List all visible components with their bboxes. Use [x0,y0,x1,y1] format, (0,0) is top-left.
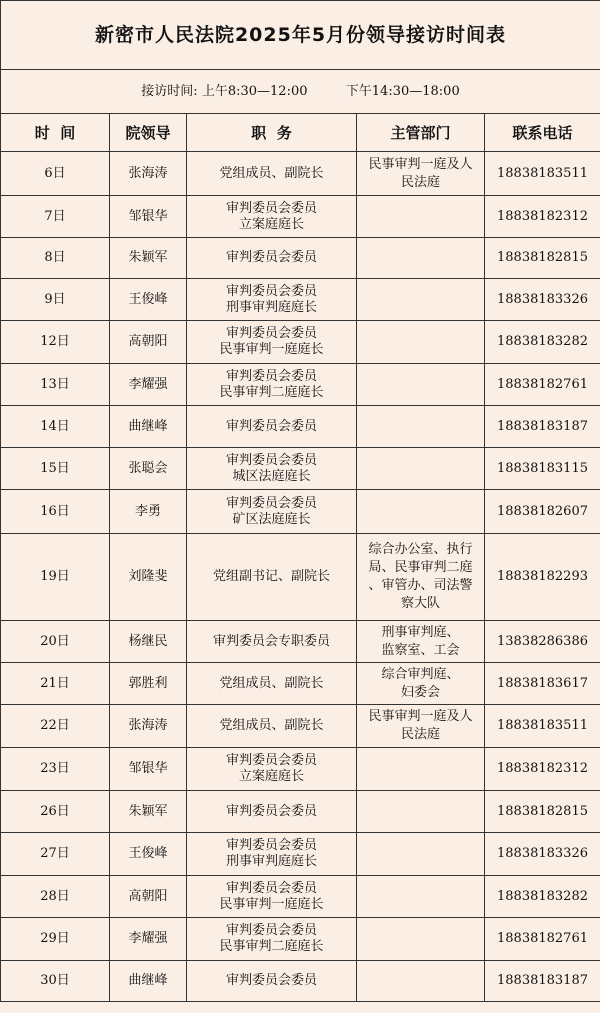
cell-position-line: 审判委员会委员 [225,452,317,468]
cell-date-line: 16日 [40,503,70,519]
cell-dept-line: 察大队 [400,596,440,611]
cell-date [1,534,110,621]
cell-leader-line: 高朝阳 [128,888,168,904]
cell-position [187,490,357,534]
cell-dept-line: 妇委会 [400,684,440,700]
table-row [1,791,600,833]
cell-position-line: 审判委员会委员 [225,283,317,299]
cell-dept [357,279,485,321]
cell-dept-line: 民法庭 [400,174,440,190]
cell-position [187,705,357,748]
cell-leader-line: 张聪会 [128,460,168,476]
cell-phone-line: 18838182293 [497,569,588,584]
cell-date [1,364,110,406]
cell-date-line: 20日 [40,633,70,649]
cell-dept-line: 综合办公室、执行 [368,542,473,557]
cell-position-line: 审判委员会委员 [225,838,317,853]
table-row [1,196,600,238]
cell-date-line: 14日 [40,418,70,434]
cell-date-line: 12日 [40,334,70,349]
cell-position-line: 刑事审判庭庭长 [225,299,317,315]
cell-date [1,490,110,534]
cell-dept-line: 局、民事审判二庭 [368,560,473,575]
cell-position [187,621,357,663]
cell-position [187,406,357,448]
cell-leader [110,490,187,534]
cell-date [1,321,110,364]
table-row [1,406,600,448]
cell-leader-line: 曲继峰 [128,418,168,434]
cell-position [187,321,357,364]
cell-position-line: 审判委员会委员 [225,200,317,216]
reception-hours [1,70,600,114]
cell-date-line: 19日 [40,569,70,584]
cell-position-line: 城区法庭庭长 [232,468,311,484]
cell-leader [110,534,187,621]
cell-phone-line: 18838183511 [497,165,588,181]
cell-dept-line: 、审管办、司法警 [368,578,473,593]
cell-leader-line: 李耀强 [128,931,168,946]
cell-phone [485,961,600,1002]
table-row [1,705,600,748]
cell-dept [357,621,485,663]
cell-leader [110,321,187,364]
cell-date [1,876,110,918]
cell-position [187,534,357,621]
page-title: 新密市人民法院2025年5月份领导接访时间表 [1,1,600,70]
cell-phone [485,876,600,918]
cell-date [1,279,110,321]
cell-date-line: 30日 [40,973,70,988]
table-row [1,663,600,705]
table-header [1,114,600,152]
cell-phone [485,279,600,321]
cell-phone [485,490,600,534]
cell-dept [357,791,485,833]
cell-date [1,748,110,791]
hours-morning: 上午8:30—12:00 [201,83,308,99]
cell-date-line: 26日 [40,803,70,819]
cell-position [187,364,357,406]
cell-date-line: 8日 [44,250,66,265]
table-row [1,490,600,534]
cell-leader [110,748,187,791]
cell-position-line: 民事审判二庭庭长 [219,384,324,400]
cell-dept-line: 刑事审判庭、 [381,624,460,640]
cell-dept-line: 民法庭 [400,727,440,742]
cell-leader [110,961,187,1002]
cell-position-line: 立案庭庭长 [238,216,304,232]
cell-phone-line: 18838183326 [497,291,588,307]
table-row [1,876,600,918]
cell-leader-line: 高朝阳 [128,334,168,349]
cell-date-line: 15日 [40,460,70,476]
cell-position-line: 立案庭庭长 [238,769,304,784]
cell-phone-line: 18838182607 [497,503,588,519]
cell-dept [357,534,485,621]
cell-leader-line: 曲继峰 [128,973,168,988]
cell-date-line: 29日 [40,931,70,946]
cell-date-line: 6日 [44,165,66,181]
cell-position-line: 审判委员会委员 [225,923,317,938]
cell-phone-line: 18838183187 [497,973,588,988]
cell-dept [357,663,485,705]
cell-dept [357,490,485,534]
cell-position-line: 矿区法庭庭长 [232,511,311,527]
cell-leader-line: 张海涛 [128,718,168,733]
cell-position-line: 党组成员、副院长 [219,675,324,691]
column-header-date: 时 间 [1,114,110,152]
cell-date [1,406,110,448]
column-header-dept: 主管部门 [357,114,485,152]
cell-position-line: 党组成员、副院长 [219,718,324,733]
cell-dept [357,961,485,1002]
cell-position-line: 审判委员会委员 [225,250,317,265]
cell-dept-line: 综合审判庭、 [381,666,460,682]
table-row [1,534,600,621]
cell-dept-line: 监察室、工会 [381,642,460,658]
cell-phone-line: 18838182761 [497,931,588,946]
cell-position-line: 民事审判一庭庭长 [219,342,324,357]
cell-position-line: 审判委员会委员 [225,803,317,819]
cell-phone-line: 18838182815 [497,803,588,819]
cell-phone-line: 18838183282 [497,888,588,904]
cell-date [1,705,110,748]
cell-date [1,961,110,1002]
cell-leader [110,196,187,238]
cell-position [187,238,357,279]
cell-position-line: 审判委员会委员 [225,880,317,896]
cell-phone [485,705,600,748]
cell-phone [485,406,600,448]
cell-leader-line: 李勇 [134,503,161,519]
cell-date-line: 27日 [40,846,70,861]
cell-phone-line: 18838182761 [497,376,588,392]
table-row [1,833,600,876]
cell-date-line: 21日 [40,675,70,691]
cell-phone-line: 18838183617 [497,675,588,691]
cell-phone [485,748,600,791]
cell-phone [485,534,600,621]
cell-position [187,791,357,833]
cell-phone [485,364,600,406]
cell-position-line: 党组副书记、副院长 [212,569,330,584]
cell-leader-line: 杨继民 [128,633,168,649]
cell-phone-line: 18838182312 [497,208,588,224]
cell-dept [357,152,485,196]
table-row [1,961,600,1002]
cell-dept [357,406,485,448]
cell-dept [357,876,485,918]
cell-position [187,961,357,1002]
cell-dept [357,705,485,748]
cell-date-line: 13日 [40,376,70,392]
cell-phone [485,833,600,876]
cell-leader [110,279,187,321]
cell-leader-line: 郭胜利 [128,675,168,691]
cell-date-line: 23日 [40,761,70,776]
column-header-phone: 联系电话 [485,114,600,152]
cell-phone [485,918,600,961]
cell-date [1,833,110,876]
cell-position-line: 审判委员会委员 [225,326,317,341]
cell-dept [357,364,485,406]
cell-dept-line: 民事审判一庭及人 [368,156,473,172]
table-row [1,238,600,279]
cell-position-line: 审判委员会专职委员 [212,633,330,649]
cell-date [1,238,110,279]
cell-phone-line: 13838286386 [497,633,588,649]
cell-phone-line: 18838183115 [497,460,588,476]
cell-position-line: 审判委员会委员 [225,753,317,768]
cell-position [187,748,357,791]
cell-date-line: 9日 [44,291,66,307]
cell-position-line: 刑事审判庭庭长 [225,854,317,869]
cell-position [187,196,357,238]
table-row [1,918,600,961]
cell-leader [110,621,187,663]
cell-date-line: 7日 [44,208,66,224]
cell-position [187,448,357,490]
cell-dept [357,918,485,961]
cell-dept [357,833,485,876]
cell-date [1,791,110,833]
hours-afternoon: 下午14:30—18:00 [345,83,460,99]
cell-position-line: 审判委员会委员 [225,418,317,434]
cell-leader [110,448,187,490]
cell-date [1,152,110,196]
cell-dept [357,196,485,238]
cell-position-line: 审判委员会委员 [225,495,317,511]
cell-leader-line: 邹银华 [128,208,168,224]
table-row [1,279,600,321]
cell-leader-line: 王俊峰 [128,846,168,861]
cell-leader [110,152,187,196]
cell-leader [110,364,187,406]
cell-dept [357,238,485,279]
cell-date [1,448,110,490]
cell-leader [110,238,187,279]
cell-position-line: 民事审判一庭庭长 [219,896,324,912]
cell-phone-line: 18838183282 [497,334,588,349]
cell-leader-line: 李耀强 [128,376,168,392]
column-header-position: 职 务 [187,114,357,152]
cell-leader-line: 张海涛 [128,165,168,181]
cell-leader-line: 邹银华 [128,761,168,776]
cell-date [1,663,110,705]
cell-leader [110,663,187,705]
cell-position-line: 审判委员会委员 [225,368,317,384]
cell-leader-line: 刘隆斐 [128,569,168,584]
table-row [1,448,600,490]
cell-phone [485,791,600,833]
cell-dept [357,321,485,364]
cell-position-line: 审判委员会委员 [225,973,317,988]
cell-phone [485,196,600,238]
hours-label: 接访时间: [141,83,198,99]
cell-phone-line: 18838182312 [497,761,588,776]
table-row [1,321,600,364]
cell-leader [110,705,187,748]
cell-dept [357,448,485,490]
cell-position [187,833,357,876]
cell-leader [110,918,187,961]
cell-phone [485,238,600,279]
cell-position [187,918,357,961]
cell-leader [110,876,187,918]
cell-leader-line: 朱颖军 [128,803,168,819]
cell-dept [357,748,485,791]
cell-phone [485,152,600,196]
table-row [1,621,600,663]
cell-leader [110,406,187,448]
cell-phone-line: 18838183511 [497,718,588,733]
cell-phone-line: 18838183326 [497,846,588,861]
table-row [1,152,600,196]
cell-phone-line: 18838183187 [497,418,588,434]
cell-phone-line: 18838182815 [497,250,588,265]
cell-phone [485,663,600,705]
cell-position [187,663,357,705]
column-header-leader: 院领导 [110,114,187,152]
cell-dept-line: 民事审判一庭及人 [368,709,473,724]
cell-position-line: 民事审判二庭庭长 [219,939,324,954]
cell-phone [485,621,600,663]
cell-leader-line: 王俊峰 [128,291,168,307]
cell-position [187,279,357,321]
cell-date-line: 28日 [40,888,70,904]
cell-leader [110,833,187,876]
table-row [1,748,600,791]
cell-position [187,876,357,918]
cell-date [1,196,110,238]
cell-position-line: 党组成员、副院长 [219,165,324,181]
cell-date-line: 22日 [40,718,70,733]
cell-phone [485,448,600,490]
cell-leader [110,791,187,833]
cell-phone [485,321,600,364]
table-row [1,364,600,406]
cell-date [1,621,110,663]
cell-leader-line: 朱颖军 [128,250,168,265]
cell-date [1,918,110,961]
cell-position [187,152,357,196]
